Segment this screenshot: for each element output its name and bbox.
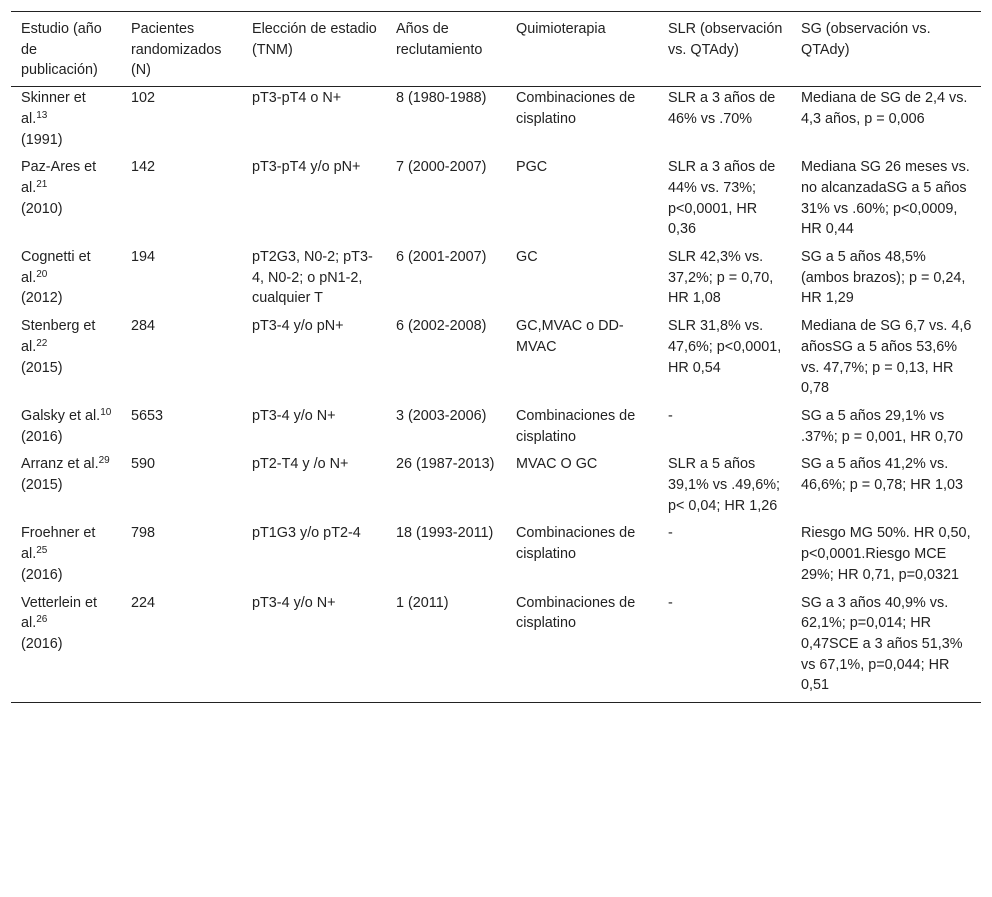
study-name: Arranz et al. xyxy=(21,456,99,473)
study-year: (1991) xyxy=(21,131,63,148)
study-name: Cognetti et al. xyxy=(21,249,91,286)
cell-patients: 5653 xyxy=(131,407,164,424)
study-reference: 10 xyxy=(100,406,112,418)
cell-stage: pT2-T4 y /o N+ xyxy=(252,456,349,473)
cell-slr: SLR 31,8% vs. 47,6%; p<0,0001, HR 0,54 xyxy=(668,318,782,376)
table-row xyxy=(11,592,981,703)
study-name: Skinner et al. xyxy=(21,90,86,127)
cell-stage: pT3-4 y/o N+ xyxy=(252,407,336,424)
study-year: (2015) xyxy=(21,359,63,376)
cell-study xyxy=(11,315,121,405)
study-year: (2016) xyxy=(21,635,63,652)
cell-chemo: MVAC O GC xyxy=(516,456,598,473)
cell-slr: SLR a 3 años de 44% vs. 73%; p<0,0001, HR 0,36 xyxy=(668,159,776,238)
cell-study xyxy=(11,453,121,522)
study-reference: 22 xyxy=(36,337,48,349)
study-year: (2015) xyxy=(21,477,63,494)
study-reference: 20 xyxy=(36,268,48,280)
cell-study xyxy=(11,246,121,315)
header-sg: SG (observación vs. QTAdy) xyxy=(801,21,931,58)
cell-slr: - xyxy=(668,594,673,611)
table-row xyxy=(11,405,981,453)
study-year: (2012) xyxy=(21,290,63,307)
cell-study xyxy=(11,405,121,453)
cell-chemo: Combinaciones de cisplatino xyxy=(516,407,636,445)
cell-patients: 194 xyxy=(131,249,156,266)
header-slr: SLR (observación vs. QTAdy) xyxy=(668,21,783,58)
study-reference: 29 xyxy=(98,455,110,467)
study-year: (2016) xyxy=(21,566,63,583)
study-year: (2010) xyxy=(21,200,63,217)
cell-sg: Mediana de SG 6,7 vs. 4,6 añosSG a 5 años 53,6% vs. 47,7%; p = 0,13, HR 0,78 xyxy=(801,318,972,397)
study-reference: 13 xyxy=(36,109,48,121)
cell-chemo: Combinaciones de cisplatino xyxy=(516,525,636,563)
cell-stage: pT3-pT4 y/o pN+ xyxy=(252,159,361,176)
cell-years: 8 (1980-1988) xyxy=(396,90,487,107)
cell-slr: SLR a 5 años 39,1% vs .49,6%; p< 0,04; HR 1,26 xyxy=(668,456,780,514)
cell-slr: SLR a 3 años de 46% vs .70% xyxy=(668,90,776,127)
study-name: Galsky et al. xyxy=(21,407,101,424)
cell-study xyxy=(11,522,121,591)
cell-stage: pT3-pT4 o N+ xyxy=(252,90,342,107)
study-reference: 21 xyxy=(36,178,48,190)
cell-years: 6 (2002-2008) xyxy=(396,318,487,335)
study-name: Stenberg et al. xyxy=(21,318,96,355)
cell-patients: 224 xyxy=(131,594,156,611)
cell-chemo: Combinaciones de cisplatino xyxy=(516,90,636,127)
table-row xyxy=(11,87,981,157)
cell-years: 3 (2003-2006) xyxy=(396,407,487,424)
cell-slr: SLR 42,3% vs. 37,2%; p = 0,70, HR 1,08 xyxy=(668,249,774,307)
results-table xyxy=(11,11,981,703)
cell-slr: - xyxy=(668,407,673,424)
cell-patients: 102 xyxy=(131,90,156,107)
table-row xyxy=(11,315,981,405)
cell-patients: 798 xyxy=(131,525,156,542)
cell-stage: pT3-4 y/o pN+ xyxy=(252,318,344,335)
table-row xyxy=(11,522,981,591)
table-container xyxy=(11,11,981,703)
cell-study xyxy=(11,156,121,246)
cell-years: 1 (2011) xyxy=(396,594,449,611)
cell-patients: 590 xyxy=(131,456,156,473)
cell-sg: Mediana de SG de 2,4 vs. 4,3 años, p = 0,006 xyxy=(801,90,968,127)
cell-sg: Mediana SG 26 meses vs. no alcanzadaSG a 5 años 31% vs .60%; p<0,0009, HR 0,44 xyxy=(801,159,970,238)
cell-chemo: GC,MVAC o DD-MVAC xyxy=(516,318,624,355)
cell-stage: pT3-4 y/o N+ xyxy=(252,594,336,611)
study-reference: 25 xyxy=(36,545,48,557)
header-row xyxy=(11,12,981,87)
cell-slr: - xyxy=(668,525,673,542)
header-patients: Pacientes randomizados (N) xyxy=(131,21,222,79)
cell-years: 26 (1987-2013) xyxy=(396,456,495,473)
cell-sg: SG a 5 años 48,5% (ambos brazos); p = 0,24, HR 1,29 xyxy=(801,249,966,307)
cell-sg: SG a 3 años 40,9% vs. 62,1%; p=0,014; HR 0,47SCE a 3 años 51,3% vs 67,1%, p=0,044; HR 0,51 xyxy=(801,594,963,694)
cell-study xyxy=(11,87,121,157)
study-name: Vetterlein et al. xyxy=(21,594,98,632)
study-year: (2016) xyxy=(21,428,63,445)
table-row xyxy=(11,156,981,246)
header-chemo: Quimioterapia xyxy=(516,21,606,37)
study-name: Paz-Ares et al. xyxy=(21,159,97,196)
cell-study xyxy=(11,592,121,703)
header-stage: Elección de estadio (TNM) xyxy=(252,21,377,58)
table-row xyxy=(11,246,981,315)
cell-years: 7 (2000-2007) xyxy=(396,159,487,176)
cell-patients: 284 xyxy=(131,318,156,335)
cell-years: 6 (2001-2007) xyxy=(396,249,487,266)
cell-chemo: PGC xyxy=(516,159,548,176)
cell-years: 18 (1993-2011) xyxy=(396,525,494,542)
study-reference: 26 xyxy=(36,614,48,626)
cell-stage: pT2G3, N0-2; pT3-4, N0-2; o pN1-2, cualquier T xyxy=(252,249,373,307)
cell-sg: Riesgo MG 50%. HR 0,50, p<0,0001.Riesgo MCE 29%; HR 0,71, p=0,0321 xyxy=(801,525,971,583)
study-name: Froehner et al. xyxy=(21,525,96,563)
cell-sg: SG a 5 años 41,2% vs. 46,6%; p = 0,78; HR 1,03 xyxy=(801,456,964,494)
table-body xyxy=(11,87,981,703)
cell-sg: SG a 5 años 29,1% vs .37%; p = 0,001, HR 0,70 xyxy=(801,407,964,445)
cell-chemo: GC xyxy=(516,249,538,266)
cell-patients: 142 xyxy=(131,159,156,176)
header-years: Años de reclutamiento xyxy=(396,21,483,58)
cell-stage: pT1G3 y/o pT2-4 xyxy=(252,525,361,542)
cell-chemo: Combinaciones de cisplatino xyxy=(516,594,636,632)
table-row xyxy=(11,453,981,522)
header-study: Estudio (año de publicación) xyxy=(21,21,102,79)
